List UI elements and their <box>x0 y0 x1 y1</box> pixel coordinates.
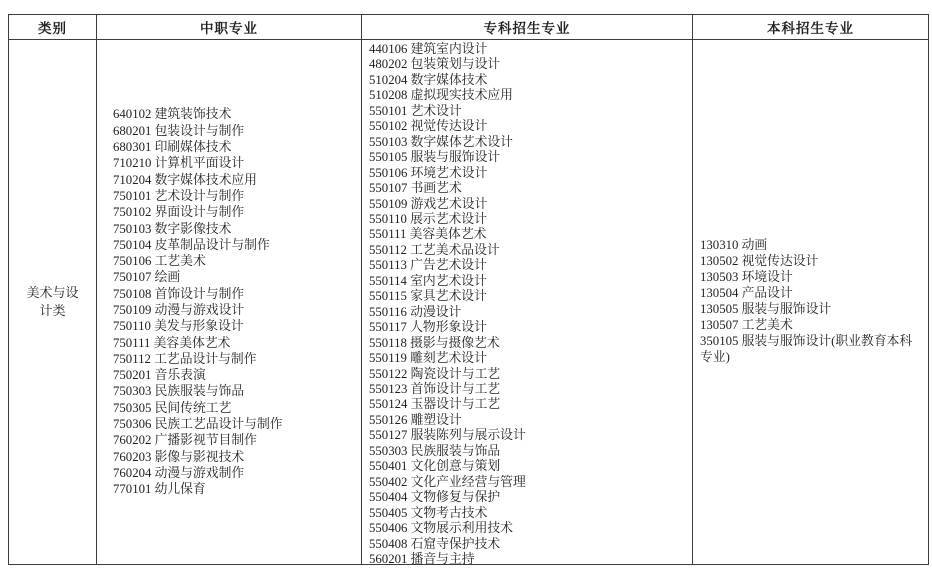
major-item: 550112 工艺美术品设计 <box>369 242 500 257</box>
major-item: 550101 艺术设计 <box>369 103 462 118</box>
major-item: 710210 计算机平面设计 <box>113 156 245 171</box>
major-item: 550402 文化产业经营与管理 <box>369 474 526 489</box>
major-item: 550401 文化创意与策划 <box>369 459 501 474</box>
major-item: 550102 视觉传达设计 <box>369 119 488 134</box>
major-item: 550113 广告艺术设计 <box>369 258 487 273</box>
major-item: 550114 室内艺术设计 <box>369 273 487 288</box>
major-item: 550111 美容美体艺术 <box>369 227 487 242</box>
category-cell <box>9 40 97 564</box>
major-item: 510204 数字媒体技术 <box>369 72 488 87</box>
major-item: 750102 界面设计与制作 <box>113 205 245 220</box>
major-item: 710204 数字媒体技术应用 <box>113 172 257 187</box>
major-item: 760204 动漫与游戏制作 <box>113 465 245 480</box>
major-item: 130504 产品设计 <box>700 286 793 301</box>
major-item: 550110 展示艺术设计 <box>369 211 487 226</box>
major-item: 550117 人物形象设计 <box>369 320 487 335</box>
major-item: 560201 播音与主持 <box>369 551 475 564</box>
major-item: 550126 雕塑设计 <box>369 412 462 427</box>
major-item: 750108 首饰设计与制作 <box>113 286 245 301</box>
major-item: 350105 服装与服饰设计(职业教育本科专业) <box>700 333 913 364</box>
major-item: 550127 服装陈列与展示设计 <box>369 428 526 443</box>
major-item: 750104 皮革制品设计与制作 <box>113 237 270 252</box>
major-item: 750106 工艺美术 <box>113 254 206 269</box>
major-item: 750107 绘画 <box>113 270 181 285</box>
major-item: 550303 民族服装与饰品 <box>369 443 501 458</box>
major-item: 130507 工艺美术 <box>700 317 793 332</box>
major-item: 760202 广播影视节目制作 <box>113 433 257 448</box>
zhongzhi-majors-list <box>97 40 362 564</box>
major-item: 550105 服装与服饰设计 <box>369 150 501 165</box>
major-item: 750201 音乐表演 <box>113 368 206 383</box>
major-item: 750305 民间传统工艺 <box>113 400 232 415</box>
major-item: 550116 动漫设计 <box>369 304 462 319</box>
major-item: 550107 书画艺术 <box>369 181 462 196</box>
major-item: 750101 艺术设计与制作 <box>113 188 245 203</box>
major-item: 480202 包装策划与设计 <box>369 57 501 72</box>
major-item: 550109 游戏艺术设计 <box>369 196 488 211</box>
major-item: 550124 玉器设计与工艺 <box>369 397 501 412</box>
major-item: 750109 动漫与游戏设计 <box>113 303 245 317</box>
major-item: 130505 服装与服饰设计 <box>700 302 832 316</box>
header-category: 类别 <box>9 15 97 40</box>
major-item: 550118 摄影与摄像艺术 <box>369 335 500 350</box>
major-item: 750110 美发与形象设计 <box>113 319 244 334</box>
major-item: 640102 建筑装饰技术 <box>113 107 232 122</box>
major-item: 550106 环境艺术设计 <box>369 165 488 180</box>
major-item: 130503 环境设计 <box>700 270 793 285</box>
major-item: 550404 文物修复与保护 <box>369 490 501 505</box>
major-item: 680201 包装设计与制作 <box>113 123 245 138</box>
zhuanke-majors-list <box>362 40 693 564</box>
header-zhongzhi-majors: 中职专业 <box>97 15 362 40</box>
major-item: 750111 美容美体艺术 <box>113 335 231 350</box>
major-item: 550408 石窟寺保护技术 <box>369 536 501 551</box>
major-item: 750303 民族服装与饰品 <box>113 384 245 399</box>
major-item: 750306 民族工艺品设计与制作 <box>113 417 283 432</box>
major-item: 550122 陶瓷设计与工艺 <box>369 366 501 381</box>
category-label: 美术与设计类 <box>26 285 79 318</box>
major-item: 760203 影像与影视技术 <box>113 449 245 464</box>
major-item: 550115 家具艺术设计 <box>369 289 487 304</box>
major-item: 750103 数字影像技术 <box>113 221 232 236</box>
header-benke-majors: 本科招生专业 <box>693 15 928 40</box>
major-item: 130502 视觉传达设计 <box>700 254 819 269</box>
major-item: 510208 虚拟现实技术应用 <box>369 88 513 103</box>
major-item: 440106 建筑室内设计 <box>369 42 488 56</box>
majors-mapping-table <box>8 14 929 565</box>
major-item: 680301 印刷媒体技术 <box>113 140 232 155</box>
major-item: 750112 工艺品设计与制作 <box>113 351 257 366</box>
major-item: 770101 幼儿保育 <box>113 482 206 497</box>
header-zhuanke-majors: 专科招生专业 <box>362 15 693 40</box>
major-item: 130310 动画 <box>700 238 768 253</box>
benke-majors-list <box>693 40 928 564</box>
major-item: 550406 文物展示利用技术 <box>369 521 513 536</box>
major-item: 550123 首饰设计与工艺 <box>369 381 501 396</box>
major-item: 550119 雕刻艺术设计 <box>369 351 487 366</box>
major-item: 550103 数字媒体艺术设计 <box>369 134 513 149</box>
major-item: 550405 文物考古技术 <box>369 505 488 520</box>
